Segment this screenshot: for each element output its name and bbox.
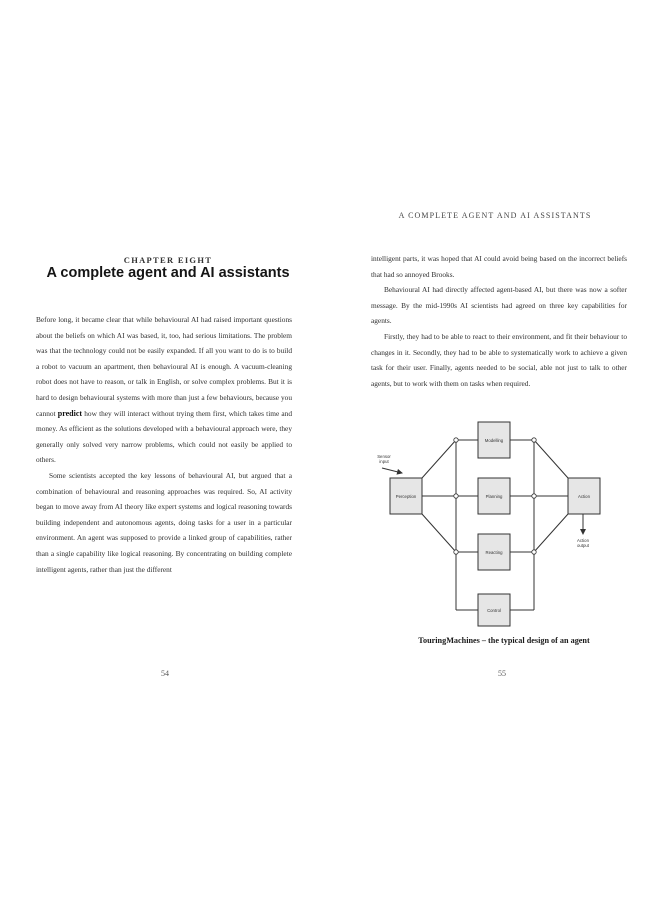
junction-dot <box>532 550 536 554</box>
junction-dot <box>454 550 458 554</box>
control-label: Control <box>487 608 501 613</box>
right-paragraph-2: Behavioural AI had directly affected agent-based AI, but there was now a softer message. By the mid-1990s AI scientists had agreed on three key capabilities for agents. <box>371 285 627 326</box>
junction-dot <box>454 494 458 498</box>
junction-dot <box>454 438 458 442</box>
junction-dot <box>532 438 536 442</box>
right-page-number: 55 <box>498 669 506 678</box>
junction-dot <box>532 494 536 498</box>
sensor-input-label-2: input <box>379 459 389 464</box>
action-output-label-2: output <box>577 543 589 548</box>
right-paragraph-1: intelligent parts, it was hoped that AI could avoid being based on the incorrect beliefs that had so annoyed Brooks. <box>371 254 627 279</box>
right-body-text <box>371 251 627 391</box>
bold-word-predict: predict <box>57 408 83 418</box>
right-paragraph-3: Firstly, they had to be able to react to their environment, and fit their behaviour to changes in it. Secondly, they had to be able to systematically work to achieve a given task for their user. Finally, agents needed to be social, able not just to talk to other agents, but to work with them on tasks when required. <box>371 331 627 388</box>
modelling-label: Modelling <box>484 438 504 443</box>
action-output-label-1: Action <box>577 538 589 543</box>
perception-modelling-line <box>422 440 456 478</box>
action-label: Action <box>578 494 590 499</box>
reacting-label: Reacting <box>485 550 503 555</box>
diagram-caption: TouringMachines – the typical design of an agent <box>418 636 590 645</box>
planning-label: Planning <box>485 494 503 499</box>
left-paragraph-1: Before long, it became clear that while behavioural AI had raised important questions about the beliefs on which AI was based, it, too, had serious limitations. The problem was that the technology could not be easily expanded. If all you want to do is to build a robot to vacuum an apartment, then behavioural AI is enough. A vacuum-cleaning robot does not have to reason, or talk in English, or solve complex problems. But it is hard to design behavioural systems with more than just a few behaviours, because you cannot predict how they will interact without trying them first, which takes time and money. As efficient as the solutions developed with a behavioural approach were, they generally only solved very narrow problems, which could not easily be applied to others. <box>36 315 292 465</box>
perception-reacting-line <box>422 514 456 552</box>
touringmachines-diagram <box>377 418 626 633</box>
sensor-input-label-1: Sensor <box>377 454 391 459</box>
left-body-text <box>36 312 292 577</box>
running-head: A COMPLETE AGENT AND AI ASSISTANTS <box>398 211 592 220</box>
chapter-title: A complete agent and AI assistants <box>46 265 290 281</box>
diagram-svg <box>377 418 626 628</box>
left-paragraph-2: Some scientists accepted the key lessons of behavioural AI, but argued that a combination of behavioural and reasoning approaches was required. So, AI activity began to move away from AI theory like expert systems and logical reasoning towards building independent and autonomous agents, doing tasks for a user in a particular environment. An agent was supposed to provide a linked group of capabilities, rather than a single capability like logical reasoning. By concentrating on building complete intelligent agents, rather than just the different <box>36 470 292 574</box>
perception-label: Perception <box>395 494 417 499</box>
left-page-number: 54 <box>161 669 169 678</box>
chapter-label: CHAPTER EIGHT <box>123 255 213 265</box>
